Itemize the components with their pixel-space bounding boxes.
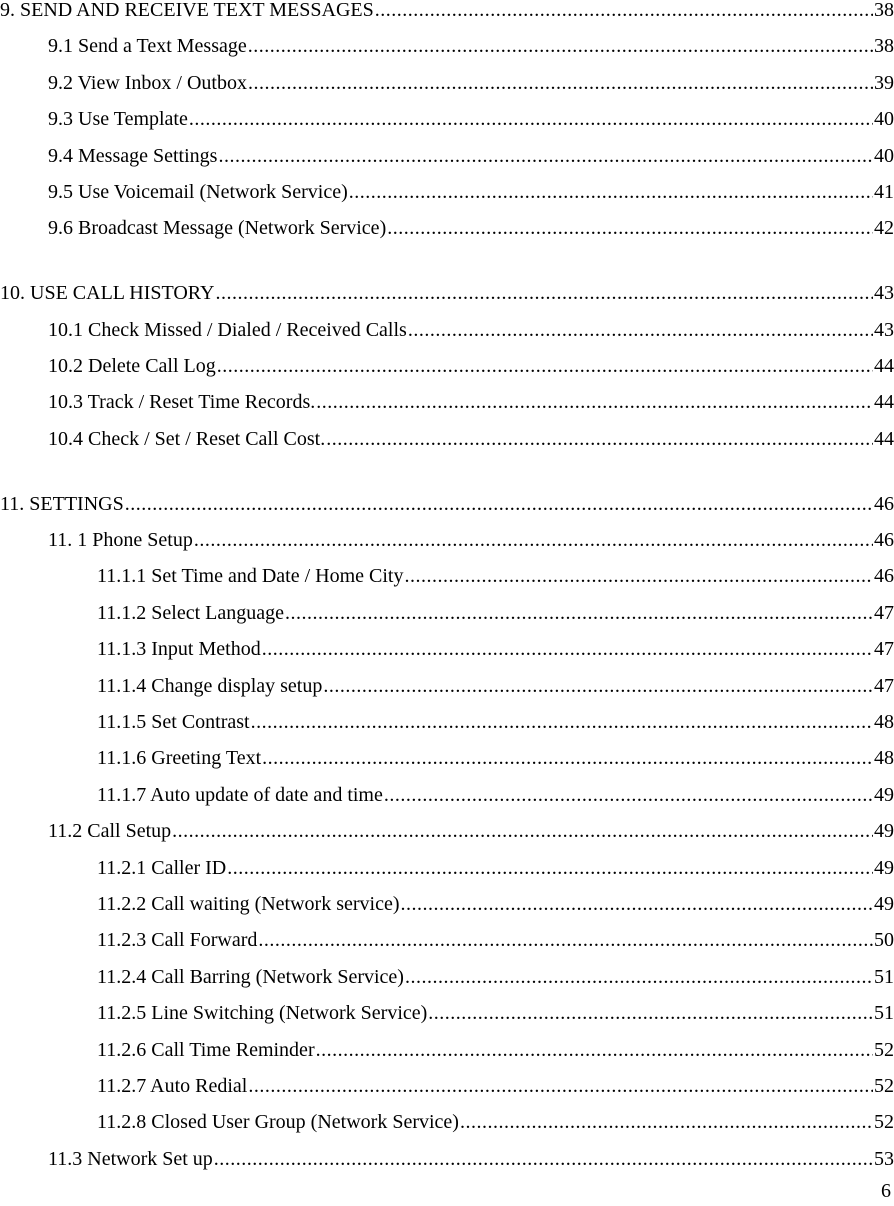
dot-leader [172,813,873,849]
toc-entry[interactable] [0,486,894,522]
toc-entry-title: 11.1.6 Greeting Text [97,747,262,770]
toc-entry[interactable] [0,558,894,594]
toc-entry[interactable] [0,275,894,311]
toc-entry-page: 42 [874,217,894,240]
toc-entry[interactable] [0,101,894,137]
toc-entry-page: 44 [874,355,894,378]
dot-leader [227,850,873,886]
dot-leader [248,1068,873,1104]
toc-entry-title: 10.4 Check / Set / Reset Call Cost. [48,427,326,450]
toc-entry-title: 10. USE CALL HISTORY [0,282,215,305]
toc-entry[interactable] [0,886,894,922]
toc-entry-page: 47 [874,638,894,661]
toc-entry-title: 11.1.3 Input Method [97,638,261,661]
toc-entry-page: 51 [874,1002,894,1025]
toc-entry-page: 41 [874,180,894,203]
toc-entry[interactable] [0,65,894,101]
toc-entry-title: 11.1.1 Set Time and Date / Home City [97,565,404,588]
toc-entry-page: 47 [874,601,894,624]
toc-entry-title: 11.2 Call Setup [48,820,172,843]
toc-entry[interactable] [0,813,894,849]
toc-entry[interactable] [0,668,894,704]
toc-entry-page: 48 [874,747,894,770]
toc-entry-title: 11.2.6 Call Time Reminder [97,1038,315,1061]
dot-leader [405,959,873,995]
dot-leader [384,777,873,813]
toc-entry[interactable] [0,1068,894,1104]
toc-entry-title: 11.1.7 Auto update of date and time [97,783,383,806]
toc-entry-title: 11.2.8 Closed User Group (Network Service) [97,1111,459,1134]
dot-leader [214,1141,873,1177]
dot-leader [194,522,873,558]
toc-entry-page: 40 [874,144,894,167]
toc-entry[interactable] [0,312,894,348]
toc-entry-page: 52 [874,1111,894,1134]
toc-entry[interactable] [0,1032,894,1068]
toc-entry-title: 11.1.4 Change display setup [97,674,323,697]
toc-entry[interactable] [0,421,894,457]
dot-leader [217,348,873,384]
toc-entry[interactable] [0,631,894,667]
toc-entry-page: 44 [874,427,894,450]
dot-leader [125,486,873,522]
toc-entry-title: 11.2.4 Call Barring (Network Service) [97,965,404,988]
toc-entry[interactable] [0,995,894,1031]
toc-entry[interactable] [0,704,894,740]
dot-leader [251,704,873,740]
toc-entry-page: 43 [874,282,894,305]
toc-entry-page: 52 [874,1038,894,1061]
dot-leader [375,0,873,28]
toc-entry-title: 10.1 Check Missed / Dialed / Received Calls [48,318,407,341]
page-number: 6 [881,1180,891,1202]
toc-entry[interactable] [0,740,894,776]
dot-leader [215,275,873,311]
toc-entry-title: 10.3 Track / Reset Time Records. [48,391,316,414]
dot-leader [428,995,873,1031]
toc-entry-title: 9.5 Use Voicemail (Network Service) [48,180,348,203]
dot-leader [460,1104,873,1140]
toc-entry-page: 50 [874,929,894,952]
toc-entry-page: 51 [874,965,894,988]
dot-leader [262,631,873,667]
toc-entry-title: 9.3 Use Template [48,108,188,131]
toc-entry-page: 52 [874,1074,894,1097]
toc-entry-page: 40 [874,108,894,131]
toc-entry-title: 9.1 Send a Text Message [48,35,247,58]
toc-entry-title: 11.1.5 Set Contrast [97,711,250,734]
toc-entry-page: 53 [874,1147,894,1170]
toc-entry-page: 39 [874,71,894,94]
toc-entry[interactable] [0,138,894,174]
toc-entry-title: 11.2.2 Call waiting (Network service) [97,892,400,915]
toc-entry-title: 9.6 Broadcast Message (Network Service) [48,217,387,240]
dot-leader [262,740,873,776]
toc-entry-title: 11.1.2 Select Language [97,601,284,624]
toc-entry[interactable] [0,174,894,210]
toc-entry-title: 11.2.7 Auto Redial [97,1074,248,1097]
toc-section [0,486,894,1177]
dot-leader [323,668,873,704]
toc-entry-title: 9.4 Message Settings [48,144,218,167]
toc-entry-page: 47 [874,674,894,697]
toc-entry-page: 49 [874,783,894,806]
toc-entry[interactable] [0,210,894,246]
toc-entry[interactable] [0,1104,894,1140]
toc-entry-title: 11. 1 Phone Setup [48,529,193,552]
toc-entry-page: 46 [874,492,894,515]
dot-leader [248,28,873,64]
toc-entry-page: 48 [874,711,894,734]
toc-entry-title: 11.2.1 Caller ID [97,856,227,879]
toc-entry-page: 43 [874,318,894,341]
toc-entry[interactable] [0,0,894,28]
toc-entry[interactable] [0,850,894,886]
toc-entry[interactable] [0,28,894,64]
toc-section [0,275,894,457]
dot-leader [258,922,873,958]
toc-section [0,0,894,247]
toc-entry-title: 11.2.3 Call Forward [97,929,258,952]
toc-entry[interactable] [0,922,894,958]
toc-entry-page: 49 [874,892,894,915]
dot-leader [218,138,873,174]
toc-entry-page: 38 [874,35,894,58]
toc-entry[interactable] [0,777,894,813]
toc-entry[interactable] [0,348,894,384]
dot-leader [326,421,873,457]
toc-entry-title: 11.2.5 Line Switching (Network Service) [97,1002,428,1025]
toc-entry-title: 11. SETTINGS [0,492,124,515]
toc-entry[interactable] [0,1141,894,1177]
dot-leader [349,174,873,210]
toc-entry-page: 44 [874,391,894,414]
toc-entry[interactable] [0,959,894,995]
dot-leader [316,384,873,420]
dot-leader [316,1032,873,1068]
dot-leader [285,595,873,631]
dot-leader [387,210,873,246]
toc-entry-page: 49 [874,820,894,843]
toc-entry[interactable] [0,522,894,558]
toc-entry-page: 46 [874,565,894,588]
toc-entry[interactable] [0,384,894,420]
dot-leader [189,101,873,137]
dot-leader [401,886,873,922]
toc-entry-page: 38 [874,0,894,21]
dot-leader [404,558,873,594]
dot-leader [248,65,873,101]
toc-entry-title: 9. SEND AND RECEIVE TEXT MESSAGES [0,0,374,21]
toc-entry-page: 46 [874,529,894,552]
toc-entry-title: 10.2 Delete Call Log [48,355,216,378]
toc-entry-title: 9.2 View Inbox / Outbox [48,71,247,94]
toc-entry[interactable] [0,595,894,631]
toc-entry-page: 49 [874,856,894,879]
toc-entry-title: 11.3 Network Set up [48,1147,213,1170]
dot-leader [408,312,873,348]
